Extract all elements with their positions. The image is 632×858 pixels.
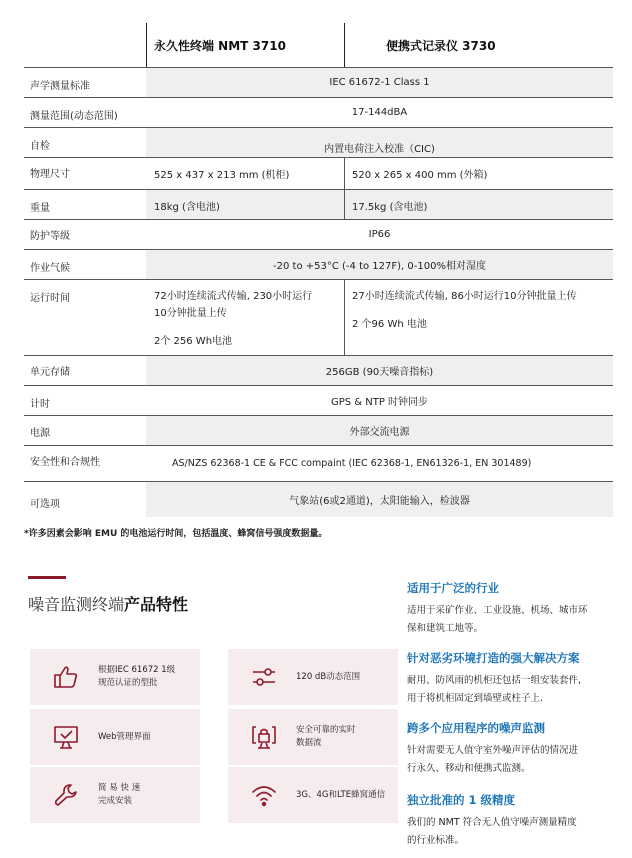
feature-heading: 独立批准的 1 级精度	[407, 793, 516, 807]
row-label: 计时	[24, 385, 146, 415]
table-row	[24, 481, 613, 517]
feature-body: 耐用、防风雨的机柜还包括一组安装套件, 用于将机柜固定到墙壁或柱子上.	[407, 675, 582, 704]
table-row	[24, 97, 613, 127]
header-3730: 便携式记录仪 3730	[386, 38, 496, 53]
feature-heading: 适用于广泛的行业	[407, 581, 499, 595]
feature-card-class1: 根据IEC 61672 1级 规范认证的型批	[30, 649, 200, 705]
feature-card-install: 简 易 快 速 完成安装	[30, 767, 200, 823]
thumbs-up-icon	[46, 657, 86, 697]
slider-icon	[244, 657, 284, 697]
wrench-icon	[46, 775, 86, 815]
table-row	[24, 445, 613, 481]
row-label: 运行时间	[24, 279, 146, 355]
row-value: 外部交流电源	[349, 427, 410, 438]
row-label: 可选项	[24, 481, 146, 517]
row-value-nmt3710: 525 x 437 x 213 mm (机柜)	[154, 170, 290, 181]
footnote: *许多因素会影响 EMU 的电池运行时间，包括温度、蜂窝信号强度数据量。	[24, 529, 328, 539]
row-value-nmt3710: 18kg (含电池)	[154, 202, 220, 213]
table-row	[24, 279, 613, 355]
feature-industries	[407, 580, 612, 638]
lock-screen-icon	[244, 717, 284, 757]
row-label: 单元存储	[24, 355, 146, 385]
row-value: GPS & NTP 时钟同步	[330, 397, 429, 408]
table-row	[24, 385, 613, 415]
table-row	[24, 219, 613, 249]
monitor-check-icon	[46, 717, 86, 757]
feature-accuracy	[407, 792, 612, 850]
row-label: 防护等级	[24, 219, 146, 249]
row-value: 17-144dBA	[351, 107, 408, 118]
row-value: 内置电荷注入校准（CIC)	[324, 144, 435, 155]
row-label: 测量范围(动态范围)	[24, 97, 146, 127]
table-row	[24, 67, 613, 97]
row-label: 声学测量标准	[24, 67, 146, 97]
row-value: IEC 61672-1 Class 1	[329, 77, 430, 88]
feature-rugged	[407, 650, 612, 708]
accent-bar	[28, 576, 66, 579]
row-label: 自检	[24, 127, 146, 157]
table-row	[24, 355, 613, 385]
row-value-3730: 17.5kg (含电池)	[352, 202, 428, 213]
row-value: AS/NZS 62368-1 CE & FCC compaint (IEC 62368-1, EN61326-1, EN 301489)	[172, 458, 532, 469]
row-value: 气象站(6或2通道)，太阳能输入，检波器	[289, 496, 470, 507]
table-header	[24, 23, 613, 67]
feature-multi-app	[407, 720, 612, 778]
row-value: -20 to +53°C (-4 to 127F), 0-100%相对湿度	[273, 261, 486, 272]
table-row	[24, 157, 613, 189]
row-value: IP66	[368, 229, 391, 240]
table-row	[24, 189, 613, 219]
wifi-icon	[244, 775, 284, 815]
feature-card-secure: 安全可靠的实时 数据流	[228, 709, 398, 765]
feature-heading: 跨多个应用程序的噪声监测	[407, 721, 545, 735]
table-row	[24, 127, 613, 157]
feature-body: 适用于采矿作业、工业设施、机场、城市环 保和建筑工地等。	[407, 605, 588, 634]
row-value-3730: 27小时连续流式传输, 86小时运行10分钟批量上传 2 个96 Wh 电池	[352, 291, 577, 330]
row-label: 电源	[24, 415, 146, 445]
section-title: 噪音监测终端产品特性	[28, 595, 189, 614]
header-nmt3710: 永久性终端 NMT 3710	[154, 38, 286, 53]
row-label: 安全性和合规性	[24, 445, 146, 481]
spec-table	[24, 23, 613, 517]
feature-card-cellular: 3G、4G和LTE蜂窝通信	[228, 767, 398, 823]
row-value-nmt3710: 72小时连续流式传输, 230小时运行 10分钟批量上传 2个 256 Wh电池	[154, 291, 313, 347]
feature-heading: 针对恶劣环境打造的强大解决方案	[407, 651, 580, 665]
row-label: 物理尺寸	[24, 157, 146, 189]
feature-card-dynamic-range: 120 dB动态范围	[228, 649, 398, 705]
row-label: 作业气候	[24, 249, 146, 279]
feature-card-web: Web管理界面	[30, 709, 200, 765]
table-row	[24, 415, 613, 445]
feature-body: 针对需要无人值守室外噪声评估的情况进 行永久、移动和便携式监测。	[407, 745, 579, 774]
row-value-3730: 520 x 265 x 400 mm (外箱)	[352, 170, 488, 181]
row-label: 重量	[24, 189, 146, 219]
feature-body: 我们的 NMT 符合无人值守噪声测量精度 的行业标准。	[407, 817, 577, 846]
table-row	[24, 249, 613, 279]
row-value: 256GB (90天噪音指标)	[325, 367, 434, 378]
